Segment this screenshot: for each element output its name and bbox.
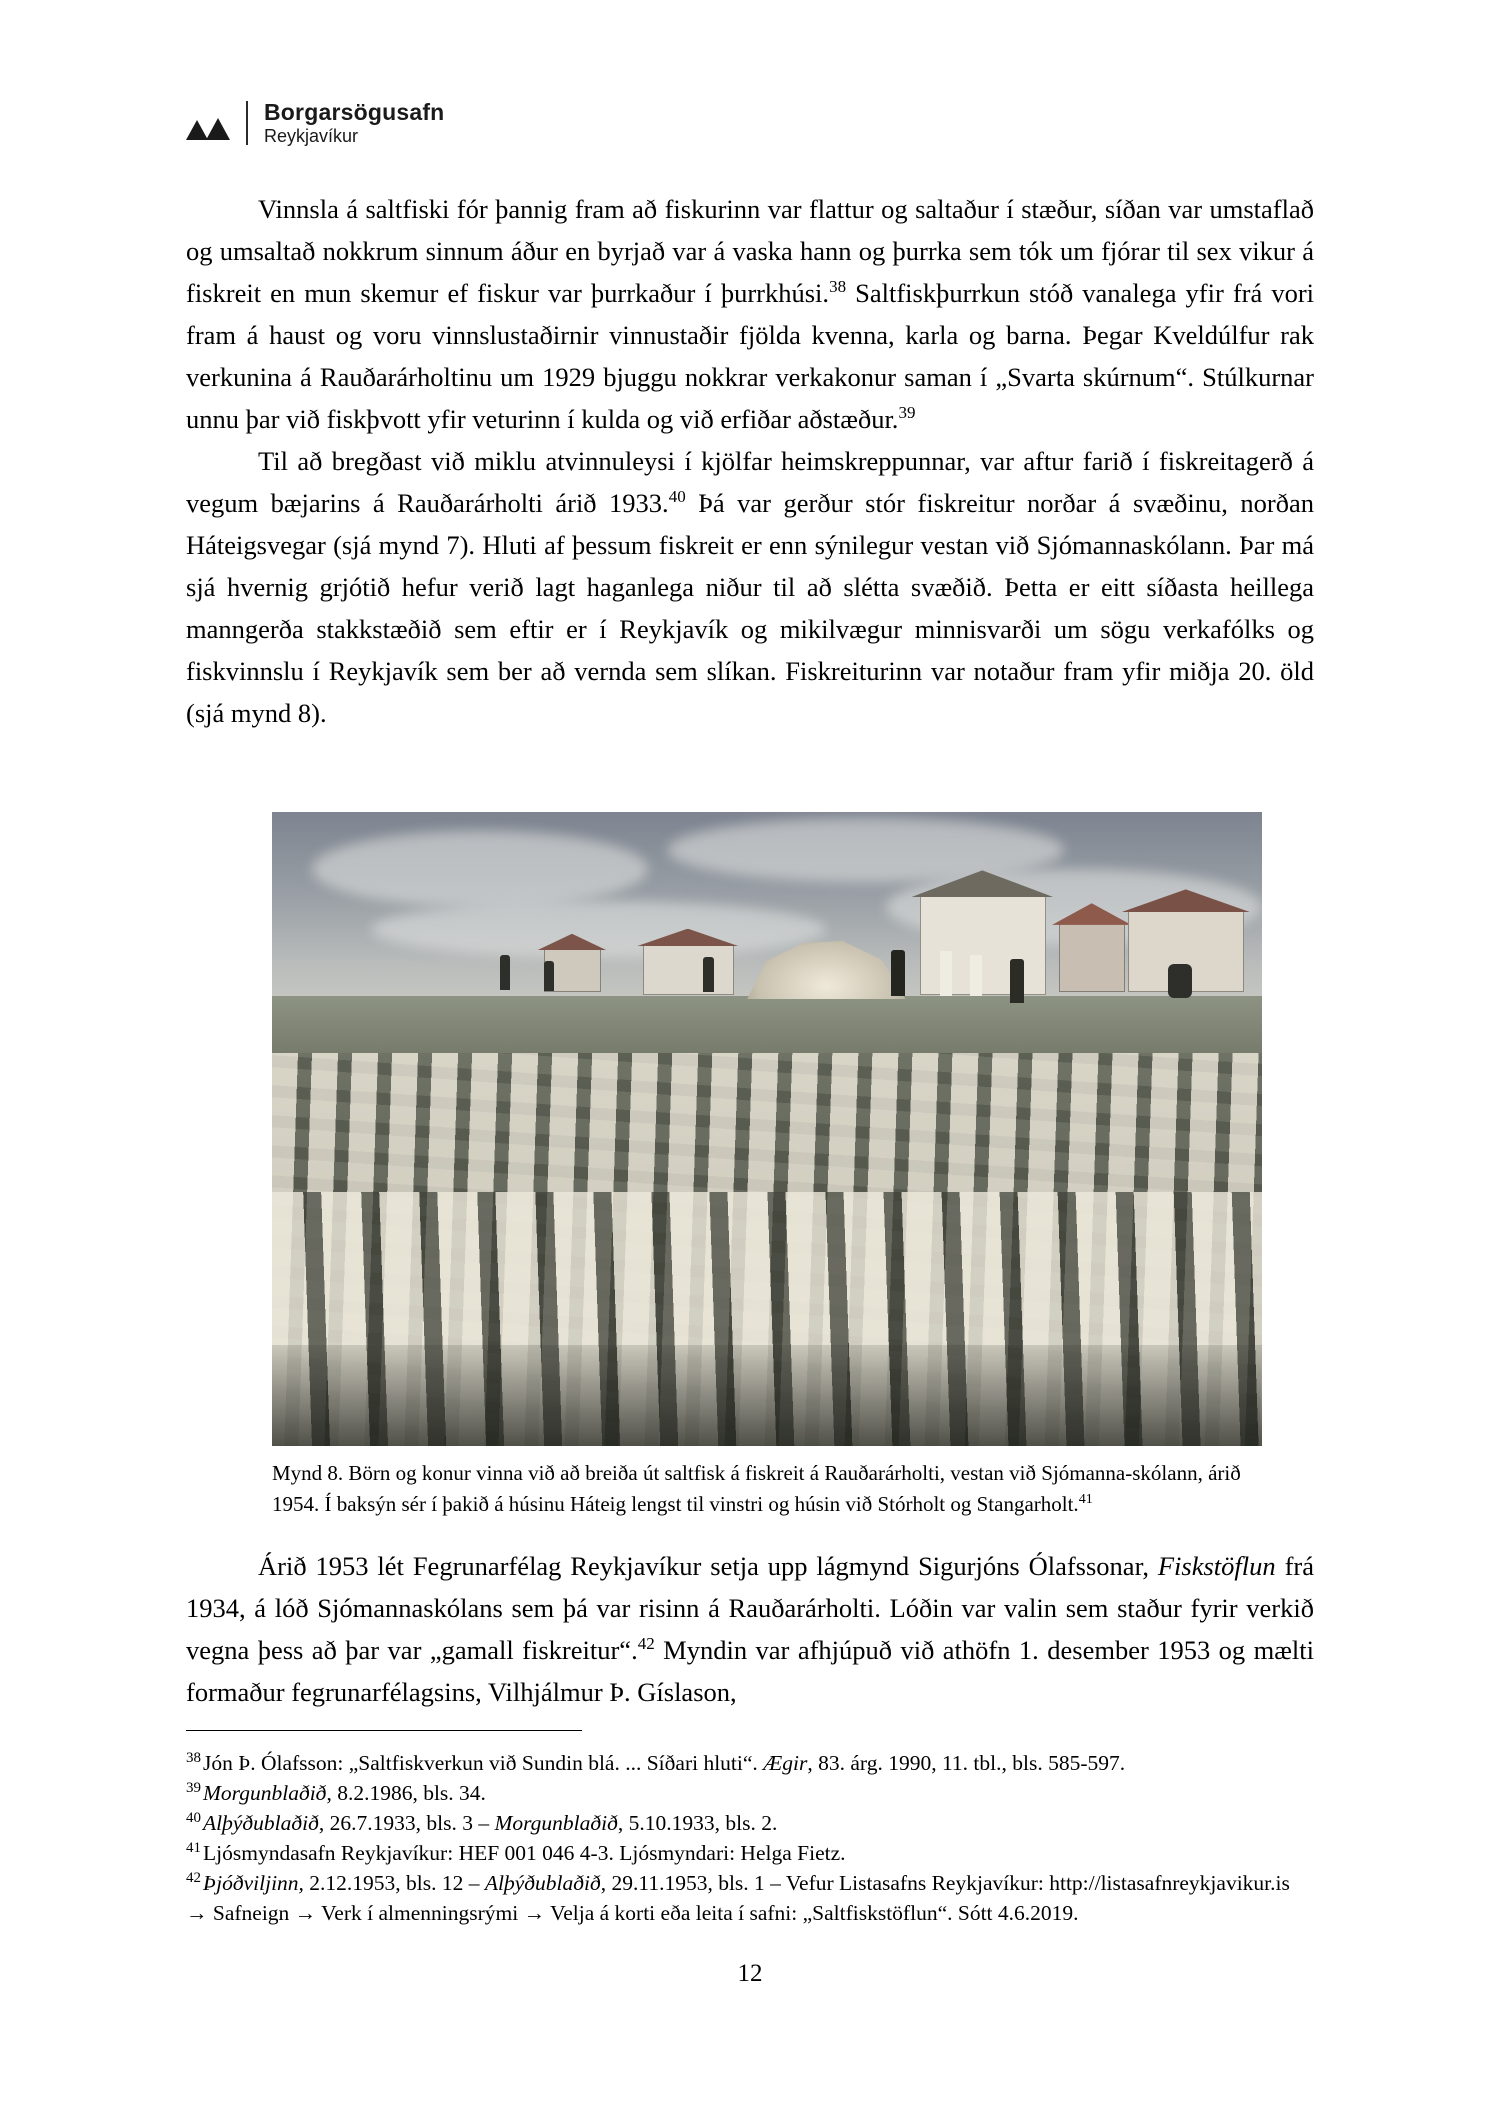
- paragraph-1-text-cont: Saltfiskþurrkun stóð vanalega yfir frá vori fram á haust og voru vinnslustaðirnir vinnustaðir fjölda kvenna, karla og barna. Þegar Kveldúlfur rak verkunina á Rauðarárholtinu um 1929 bjuggu nokkrar verkakonur saman í „Svarta skúrnum“. Stúlkurnar unnu þar við fiskþvott yfir veturinn í kulda og við erfiðar aðstæður.: [186, 278, 1315, 434]
- footnote-text: Ægir: [763, 1751, 808, 1775]
- footnote-text: Alþýðublaðið: [484, 1871, 601, 1895]
- footnote-text: Ljósmyndasafn Reykjavíkur: HEF 001 046 4-3. Ljósmyndari: Helga Fietz.: [203, 1841, 846, 1865]
- footnote-number: 39: [186, 1779, 201, 1796]
- photo-worker: [703, 957, 714, 993]
- figure-mynd-8: [272, 812, 1262, 1520]
- logo-subtitle: Reykjavíkur: [264, 125, 359, 146]
- photo-worker: [1010, 959, 1025, 1003]
- figure-image: [272, 812, 1262, 1446]
- footnote-number: 41: [186, 1839, 201, 1856]
- body-text-top: [186, 188, 1314, 734]
- paragraph-1-text: Vinnsla á saltfiski fór þannig fram að fiskurinn var flattur og saltaður í stæður, síðan var umstaflað og umsaltað nokkrum sinnum áður en byrjað var á vaska hann og þurrka sem tók um fjórar til sex vikur á fiskreit en mun skemur ef fiskur var þurrkaður í þurrkhúsi.: [186, 194, 1314, 308]
- logo-title: Borgarsögusafn: [264, 99, 445, 126]
- photo-foreground-shadow: [272, 1345, 1262, 1446]
- photo-building: [643, 945, 734, 995]
- footnote-item: [186, 1808, 1314, 1838]
- paragraph-2-text-cont: Þá var gerður stór fiskreitur norðar á svæðinu, norðan Háteigsvegar (sjá mynd 7). Hluti af þessum fiskreit er enn sýnilegur vestan við Sjómannaskólann. Þar má sjá hvernig grjótið hefur verið lagt haganlega niður til að slétta svæðið. Þetta er eitt síðasta heillega manngerða stakkstæðið sem eftir er í Reykjavík og mikilvægur minnisvarði um sögu verkafólks og fiskvinnslu í Reykjavík sem ber að vernda sem slíkan. Fiskreiturinn var notaður fram yfir miðja 20. öld (sjá mynd 8).: [186, 488, 1314, 728]
- footnote-list: [186, 1748, 1314, 1928]
- figure-caption: [272, 1458, 1262, 1520]
- footnote-item: [186, 1838, 1314, 1868]
- photo-worker: [1168, 964, 1192, 998]
- paragraph-3-text-a: Árið 1953 lét Fegrunarfélag Reykjavíkur setja upp lágmynd Sigurjóns Ólafssonar,: [258, 1551, 1158, 1581]
- footnote-item: [186, 1748, 1314, 1778]
- footnote-number: 38: [186, 1749, 201, 1766]
- footnote-ref-39: 39: [898, 403, 916, 423]
- footnote-text: Alþýðublaðið: [203, 1811, 319, 1835]
- paragraph-3-text-b: frá 1934, á lóð Sjómannaskólans sem þá var risinn á Rauðarárholti. Lóðin var valin sem staður fyrir verkið vegna þess að þar var „gamall fiskreitur“.: [186, 1551, 1314, 1665]
- footnote-text: Morgunblaðið: [203, 1781, 327, 1805]
- footnote-ref-38: 38: [829, 277, 847, 297]
- photo-rack: [970, 955, 982, 996]
- photo-building: [1059, 923, 1125, 992]
- photo-cloud: [312, 831, 649, 907]
- footnote-text: , 5.10.1933, bls. 2.: [617, 1811, 778, 1835]
- footnote-text: , 8.2.1986, bls. 34.: [326, 1781, 486, 1805]
- footnote-separator: [186, 1730, 582, 1731]
- paragraph-2: [186, 440, 1314, 734]
- paragraph-3-text-c: Myndin var afhjúpuð við athöfn 1. desember 1953 og mælti formaður fegrunarfélagsins, Vilhjálmur Þ. Gíslason,: [186, 1635, 1315, 1707]
- footnote-text: Þjóðviljinn,: [203, 1871, 304, 1895]
- footnote-ref-41: 41: [1078, 1492, 1093, 1507]
- footnote-ref-42: 42: [637, 1634, 655, 1654]
- footnote-text: , 26.7.1933, bls. 3 –: [318, 1811, 495, 1835]
- logo-wordmark: [264, 99, 444, 146]
- mountain-logo-icon: [186, 106, 232, 140]
- figure-caption-text: Mynd 8. Börn og konur vinna við að breiða út saltfisk á fiskreit á Rauðarárholti, vestan við Sjómanna-skólann, árið 1954. Í baksýn sér í þakið á húsinu Háteig lengst til vinstri og húsin við Stórholt og Stangarholt.: [272, 1461, 1241, 1516]
- footnote-number: 40: [186, 1809, 201, 1826]
- footnote-item: [186, 1778, 1314, 1808]
- photo-rack: [940, 951, 952, 995]
- artwork-title: Fiskstöflun: [1157, 1551, 1276, 1581]
- paragraph-2-text: Til að bregðast við miklu atvinnuleysi í kjölfar heimskreppunnar, var aftur farið í fiskreitagerð á vegum bæjarins á Rauðarárholti árið 1933.: [186, 446, 1314, 518]
- footnote-ref-40: 40: [668, 487, 686, 507]
- photo-worker: [891, 950, 905, 996]
- footnote-text: Jón Þ. Ólafsson: „Saltfiskverkun við Sundin blá. ... Síðari hluti“.: [203, 1751, 764, 1775]
- footnote-text: , 29.11.1953, bls. 1 – Vefur Listasafns Reykjavíkur: http://listasafnreykjavikur.is → Safneign → Verk í almenningsrými → Velja á korti eða leita í safni: „Saltfiskstöflun“. Sótt 4.6.2019.: [186, 1871, 1290, 1925]
- footnote-text: Morgunblaðið: [494, 1811, 618, 1835]
- logo-divider: [246, 101, 248, 145]
- body-text-bottom: [186, 1545, 1314, 1713]
- footnote-text: , 83. árg. 1990, 11. tbl., bls. 585-597.: [807, 1751, 1126, 1775]
- photo-worker: [500, 955, 510, 990]
- page-number: 12: [737, 1960, 763, 1987]
- paragraph-3: [186, 1545, 1314, 1713]
- footnote-number: 42: [186, 1869, 201, 1886]
- photo-worker: [544, 961, 554, 991]
- footnote-item: [186, 1868, 1314, 1928]
- paragraph-1: [186, 188, 1314, 440]
- organization-logo: [186, 96, 444, 150]
- footnote-text: 2.12.1953, bls. 12 –: [303, 1871, 485, 1895]
